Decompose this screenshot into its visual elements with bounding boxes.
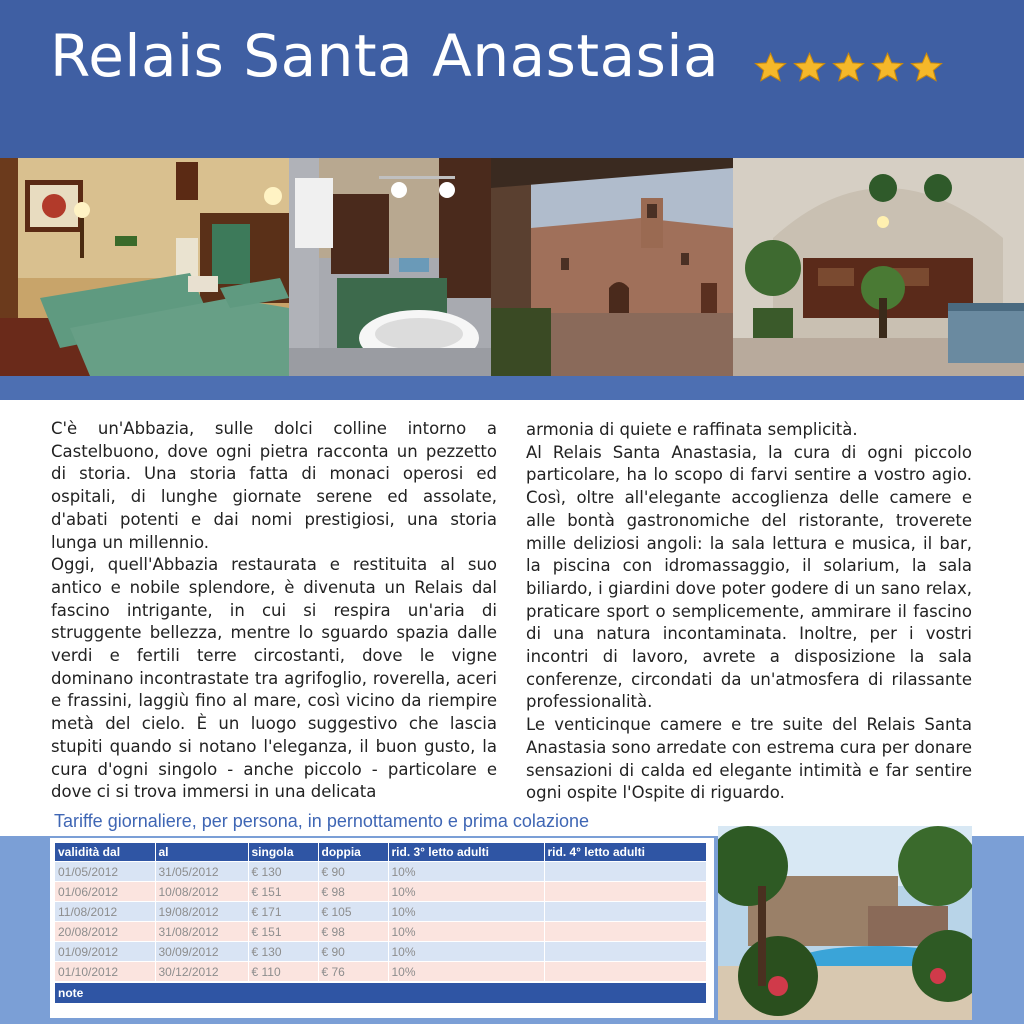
column-header: doppia	[318, 843, 388, 862]
table-cell: € 130	[248, 942, 318, 962]
intro-paragraph: Le venticinque camere e tre suite del Relais Santa Anastasia sono arredate con estrema cura per donare sensazioni di calda ed elegante intimità e far sentire ogni ospite l'Ospite di riguardo.	[526, 715, 972, 803]
table-cell: 10%	[388, 862, 544, 882]
table-cell: € 171	[248, 902, 318, 922]
table-cell: 30/09/2012	[155, 942, 248, 962]
star-icon	[832, 52, 865, 82]
table-cell: € 76	[318, 962, 388, 983]
rates-table	[55, 843, 707, 1003]
photo-abbey-facade	[491, 158, 733, 376]
table-cell: € 90	[318, 942, 388, 962]
table-cell: € 130	[248, 862, 318, 882]
table-row	[55, 962, 707, 983]
table-cell: € 105	[318, 902, 388, 922]
table-cell: 20/08/2012	[55, 922, 155, 942]
intro-paragraph: C'è un'Abbazia, sulle dolci colline intorno a Castelbuono, dove ogni pietra racconta un pezzetto di storia. Una storia fatta di monaci operosi ed ospitali, di lunghe giornate serene ed assolate, d'abati potenti e dai nomi prestigiosi, una storia lunga un millennio.	[51, 419, 497, 552]
intro-paragraph: Al Relais Santa Anastasia, la cura di ogni piccolo particolare, ha lo scopo di farvi sentire a vostro agio. Così, oltre all'elegante accoglienza delle camere e alle bontà gastronomiche del ristorante, troverete mille deliziosi angoli: la sala lettura e musica, il bar, la piscina con idromassaggio, il solarium, la sala biliardo, i giardini dove poter godere di un sano relax, praticare sport o semplicemente, ammirare il fascino di una natura incontaminata. Inoltre, per i vostri incontri di lavoro, avrete a disposizione la sala conferenze, circondati da un'atmosfera di rilassante professionalità.	[526, 442, 972, 712]
intro-paragraph: Oggi, quell'Abbazia restaurata e restituita al suo antico e nobile splendore, è divenuta un Relais dal fascino intrigante, in cui si respira un'aria di struggente bellezza, mentre lo sguardo spazia dalle verdi e fertili terre circostanti, dove le vigne dominano incontrastate tra agrifoglio, roverella, aceri e frassini, laggiù fino al mare, così vicino da riempire metà del cielo. È un luogo suggestivo che lascia stupiti quando si notano l'eleganza, il buon gusto, la cura d'ogni singolo - anche piccolo - particolare e dove ci si trova immersi in una delicata	[51, 555, 497, 802]
table-cell: € 151	[248, 882, 318, 902]
table-cell: 31/05/2012	[155, 862, 248, 882]
table-cell: € 98	[318, 922, 388, 942]
column-header: singola	[248, 843, 318, 862]
hotel-title: Relais Santa Anastasia	[50, 22, 719, 90]
table-cell: € 98	[318, 882, 388, 902]
star-icon	[910, 52, 943, 82]
note-label: note	[55, 982, 707, 1003]
table-cell: 31/08/2012	[155, 922, 248, 942]
intro-left-column	[51, 418, 497, 804]
rates-table-container	[50, 838, 714, 1018]
table-cell: 01/05/2012	[55, 862, 155, 882]
photo-bathroom	[289, 158, 491, 376]
photo-strip	[0, 158, 1024, 376]
table-cell	[544, 942, 707, 962]
table-row	[55, 902, 707, 922]
table-cell: 01/09/2012	[55, 942, 155, 962]
intro-paragraph: armonia di quiete e raffinata semplicità.	[526, 420, 858, 439]
table-row	[55, 862, 707, 882]
blue-divider-band	[0, 376, 1024, 400]
table-cell	[544, 962, 707, 983]
table-cell: € 110	[248, 962, 318, 983]
table-cell: 01/10/2012	[55, 962, 155, 983]
table-cell	[544, 922, 707, 942]
table-cell: 10%	[388, 882, 544, 902]
table-row	[55, 942, 707, 962]
rates-header-row	[55, 843, 707, 862]
table-cell: 30/12/2012	[155, 962, 248, 983]
table-cell: 10/08/2012	[155, 882, 248, 902]
photo-pool-garden	[718, 826, 972, 1020]
rates-title: Tariffe giornaliere, per persona, in pernottamento e prima colazione	[54, 811, 589, 831]
table-row	[55, 882, 707, 902]
table-cell: € 90	[318, 862, 388, 882]
photo-bedroom	[0, 158, 289, 376]
table-cell: 10%	[388, 942, 544, 962]
table-cell: € 151	[248, 922, 318, 942]
column-header: al	[155, 843, 248, 862]
table-cell: 11/08/2012	[55, 902, 155, 922]
table-cell: 19/08/2012	[155, 902, 248, 922]
table-cell	[544, 902, 707, 922]
table-cell: 10%	[388, 902, 544, 922]
table-row	[55, 922, 707, 942]
star-rating	[754, 52, 943, 82]
table-cell: 10%	[388, 922, 544, 942]
star-icon	[754, 52, 787, 82]
table-cell: 01/06/2012	[55, 882, 155, 902]
table-cell	[544, 862, 707, 882]
header-banner	[0, 0, 1024, 158]
intro-right-column	[526, 419, 972, 805]
star-icon	[793, 52, 826, 82]
table-cell: 10%	[388, 962, 544, 983]
column-header: rid. 4° letto adulti	[544, 843, 707, 862]
star-icon	[871, 52, 904, 82]
column-header: rid. 3° letto adulti	[388, 843, 544, 862]
rates-note-row	[55, 982, 707, 1003]
column-header: validità dal	[55, 843, 155, 862]
photo-lobby	[733, 158, 1024, 376]
table-cell	[544, 882, 707, 902]
